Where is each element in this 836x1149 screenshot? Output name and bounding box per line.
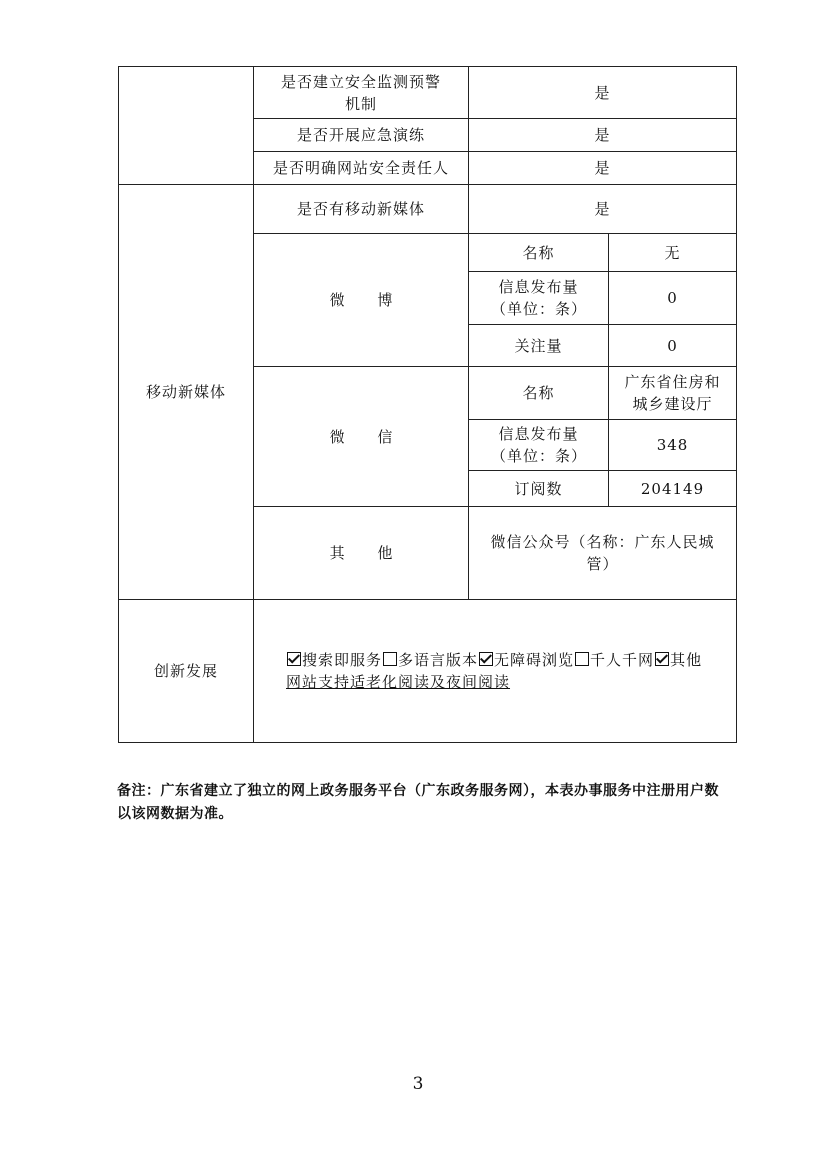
weibo-posts-value: 0 [609, 272, 737, 325]
checkbox-checked-icon [479, 652, 493, 666]
innovation-checkbox-line [286, 649, 726, 671]
innovation-other-text: 网站支持适老化阅读及夜间阅读 [286, 673, 511, 691]
weibo-followers-label: 关注量 [469, 325, 609, 367]
drill-value: 是 [469, 119, 737, 152]
checkbox-checked-icon [655, 652, 669, 666]
wechat-label: 微 信 [254, 367, 469, 507]
weibo-posts-label: 信息发布量（单位：条） [469, 272, 609, 325]
page-number: 3 [412, 1074, 424, 1094]
responsible-label: 是否明确网站安全责任人 [254, 152, 469, 185]
innovation-section-label: 创新发展 [119, 600, 254, 743]
option-accessibility: 无障碍浏览 [494, 651, 575, 669]
weibo-label: 微 博 [254, 234, 469, 367]
option-other: 其他 [670, 651, 703, 669]
checkbox-empty-icon [383, 652, 397, 666]
checkbox-empty-icon [575, 652, 589, 666]
has-media-value: 是 [469, 185, 737, 234]
wechat-name-value: 广东省住房和城乡建设厅 [609, 367, 737, 420]
monitoring-label: 是否建立安全监测预警机制 [254, 67, 469, 119]
blank-section-cell [119, 67, 254, 185]
other-media-label: 其 他 [254, 507, 469, 600]
wechat-posts-label: 信息发布量（单位：条） [469, 420, 609, 471]
wechat-name-label: 名称 [469, 367, 609, 420]
wechat-subscribers-label: 订阅数 [469, 471, 609, 507]
wechat-subscribers-value: 204149 [609, 471, 737, 507]
option-personalized: 千人千网 [590, 651, 655, 669]
drill-label: 是否开展应急演练 [254, 119, 469, 152]
option-search-service: 搜索即服务 [302, 651, 383, 669]
checkbox-checked-icon [287, 652, 301, 666]
option-multilingual: 多语言版本 [398, 651, 479, 669]
report-table [118, 66, 737, 743]
responsible-value: 是 [469, 152, 737, 185]
innovation-options [254, 600, 737, 743]
wechat-posts-value: 348 [609, 420, 737, 471]
monitoring-value: 是 [469, 67, 737, 119]
has-media-label: 是否有移动新媒体 [254, 185, 469, 234]
weibo-name-value: 无 [609, 234, 737, 272]
mobile-media-section-label: 移动新媒体 [119, 185, 254, 600]
other-media-value: 微信公众号（名称：广东人民城管） [469, 507, 737, 600]
remark-note: 备注：广东省建立了独立的网上政务服务平台（广东政务服务网），本表办事服务中注册用户数以该网数据为准。 [117, 783, 719, 822]
weibo-followers-value: 0 [609, 325, 737, 367]
weibo-name-label: 名称 [469, 234, 609, 272]
